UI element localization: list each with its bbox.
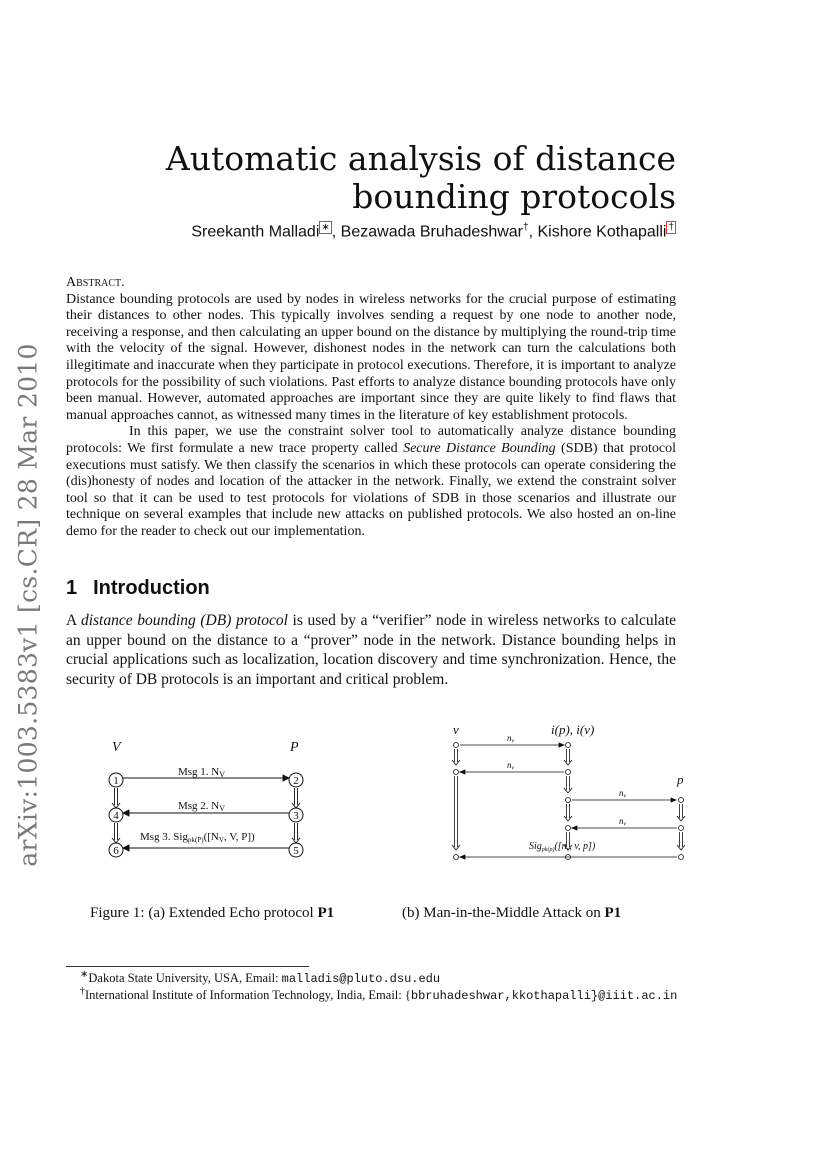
- section-heading: [66, 577, 210, 600]
- svg-text:3: 3: [293, 810, 299, 822]
- fig-a-verifier-label: V: [112, 740, 121, 755]
- fig-b-msg-label: nv: [619, 816, 627, 828]
- fig-b-prover-label: p: [677, 772, 684, 787]
- figure-a-diagram: [100, 732, 330, 862]
- abstract: [66, 275, 676, 541]
- footnote-link-1[interactable]: ∗: [321, 222, 330, 233]
- footnote-2: [80, 986, 677, 1003]
- caption-b: [402, 905, 621, 922]
- author-3: Kishore Kothapalli: [537, 223, 667, 241]
- abstract-heading: Abstract.: [66, 275, 125, 290]
- fig-b-msg-label: nv: [619, 788, 627, 800]
- footnote-1: [80, 969, 440, 986]
- caption-a-text: Figure 1: (a) Extended Echo protocol: [90, 905, 318, 921]
- svg-text:5: 5: [293, 845, 299, 857]
- footnote-2-email: bbruhadeshwar,kkothapalli: [410, 989, 591, 1004]
- figure-caption: [90, 905, 622, 922]
- svg-text:6: 6: [113, 845, 119, 857]
- footnote-2-text: International Institute of Information Technology, India, Email: {: [85, 988, 411, 1003]
- abstract-text: (SDB) that protocol executions must satisfy. We then classify the scenarios in which these protocols can operate considering the (dis)honesty of nodes and location of the attacker in the network. Finally, we extend the constraint solver tool so that it can be used to test protocols for violations of SDB in those scenarios and illustrate our technique on several examples that include new attacks on published protocols. We also hosted an on-line demo for the reader to check out our implementation.: [66, 440, 677, 539]
- fig-b-signature-label: $Sig_{pk(p)}([n_v$, v, p]): [529, 841, 596, 853]
- fig-b-timeline-arrows: [452, 749, 685, 850]
- footnote-1-text: Dakota State University, USA, Email:: [88, 971, 282, 986]
- intro-text: A: [66, 612, 81, 629]
- caption-a-bold: P1: [317, 905, 335, 921]
- caption-b-text: (b) Man-in-the-Middle Attack on: [402, 905, 605, 921]
- footnote-1-email: malladis@pluto.dsu.edu: [281, 972, 441, 987]
- intro-emphasis: distance bounding (DB) protocol: [80, 612, 288, 629]
- footnote-divider: [66, 966, 309, 967]
- author-list: [191, 222, 676, 241]
- svg-text:2: 2: [293, 775, 299, 787]
- abstract-text: In this paper, we use the constraint solver tool to automatically analyze distance bounding protocols: We first formulate a new trace property called: [66, 424, 676, 456]
- fig-a-node: [289, 808, 303, 822]
- author-2: Bezawada Bruhadeshwar: [340, 223, 524, 241]
- caption-b-bold: P1: [604, 905, 622, 921]
- fig-a-node: [109, 773, 123, 787]
- footnote-2-domain: }@iiit.ac.in: [590, 989, 678, 1004]
- author-separator: ,: [528, 223, 538, 241]
- title-line-2: bounding protocols: [352, 177, 676, 216]
- arxiv-identifier: [8, 343, 48, 867]
- title-line-1: Automatic analysis of distance: [165, 139, 676, 178]
- abstract-paragraph-1: Distance bounding protocols are used by nodes in wireless networks for the crucial purpose of estimating their distances to other nodes. This typically involves sending a request by one node to another node, receiving a response, and then calculating an upper bound on the distance by multiplying the round-trip time with the velocity of the signal. However, dishonest nodes in the network can turn the calculations both illegitimate and inaccurate when they participate in protocol executions. Therefore, it is important to analyze protocols for the possibility of such violations. Past efforts to analyze distance bounding protocols have only been manual. However, automated approaches are important since they are quite likely to find flaws that manual approaches cannot, as witnessed many times in the literature of key establishment protocols.: [66, 291, 676, 423]
- fig-a-msg-3: Msg 3. Sigpk(P)([NV, V, P]): [140, 831, 255, 844]
- svg-text:1: 1: [113, 775, 119, 787]
- fig-b-msg-label: nv: [507, 733, 515, 745]
- figure-b-diagram: [445, 718, 695, 868]
- section-number: 1: [66, 577, 78, 599]
- footnote-1-mark: ∗: [80, 969, 89, 980]
- caption-a: [90, 905, 334, 921]
- author-separator: ,: [331, 223, 341, 241]
- abstract-emphasis: Secure Distance Bounding: [403, 440, 556, 456]
- intro-text: is used by a “verifier” node in wireless networks to calculate an upper bound on the distance to a “prover” node in the network. Distance bounding helps in crucial applications such as localization, location discovery and time synchronization. Hence, the security of DB protocols is an important and critical problem.: [66, 612, 676, 688]
- arxiv-identifier-text: arXiv:1003.5383v1 [cs.CR] 28 Mar 2010: [13, 343, 43, 867]
- fig-b-msg-label: nv: [507, 760, 515, 772]
- fig-a-msg-2: Msg 2. NV: [178, 800, 226, 813]
- fig-a-node: [289, 843, 303, 857]
- paper-title: [166, 140, 676, 216]
- fig-a-node: [109, 808, 123, 822]
- fig-a-node: [289, 773, 303, 787]
- fig-a-msg-1: Msg 1. NV: [178, 766, 226, 779]
- footnote-2-mark: †: [80, 986, 85, 997]
- svg-text:4: 4: [113, 810, 119, 822]
- fig-a-node: [109, 843, 123, 857]
- section-title: Introduction: [93, 577, 210, 599]
- fig-b-intruder-label: i(p), i(v): [551, 722, 595, 737]
- fig-a-prover-label: P: [290, 740, 299, 755]
- fig-b-verifier-label: v: [453, 722, 459, 737]
- intro-paragraph: [66, 611, 676, 689]
- author-2-mark: †: [523, 222, 529, 233]
- author-1: Sreekanth Malladi: [191, 223, 320, 241]
- footnote-link-2[interactable]: †: [668, 222, 674, 233]
- abstract-paragraph-2: [66, 424, 676, 540]
